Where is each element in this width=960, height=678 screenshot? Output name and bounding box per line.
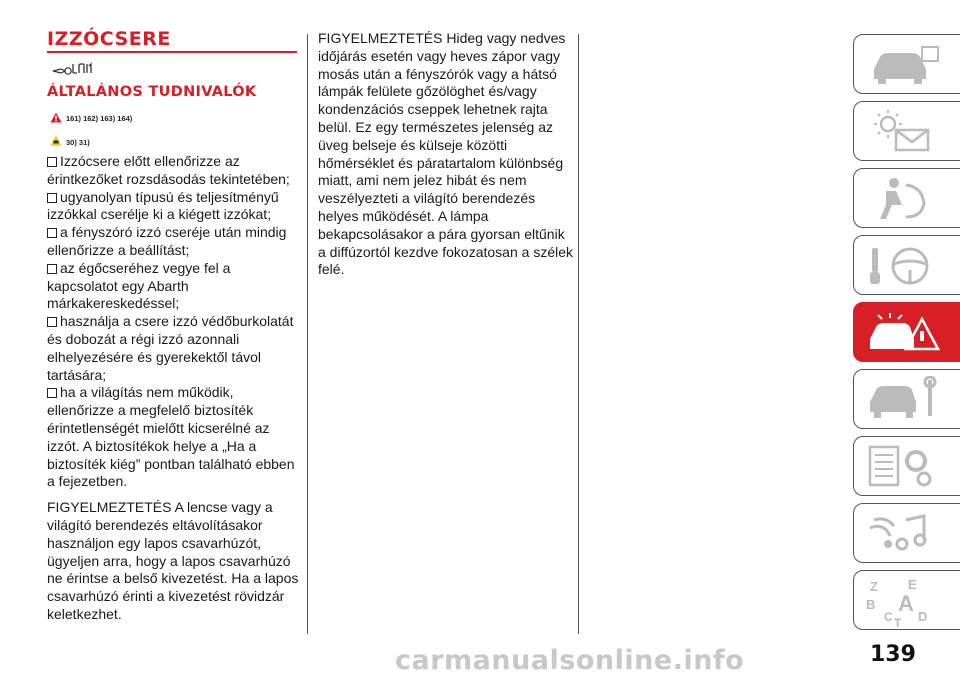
svg-text:A: A — [898, 591, 914, 616]
list-item: használja a csere izzó védőburkolatát és dobozát a régi izzó azonnali elhelyezésére és gyerekektől távol tartására; — [47, 313, 294, 383]
heading-rule — [47, 51, 297, 53]
svg-text:Z: Z — [870, 579, 878, 594]
tab-multimedia[interactable] — [853, 503, 960, 563]
column-divider — [578, 34, 579, 634]
svg-text:C: C — [884, 610, 893, 624]
caution-triangle-icon — [50, 135, 62, 146]
list-item: ha a világítás nem működik, ellenőrizze a megfelelő biztosíték érintetlenségét mielőtt kicserélné az izzót. A biztosítékok helye a „Ha a biztosíték kiég” pontban található ebben a fejezetben. — [47, 384, 295, 490]
tab-maintenance[interactable] — [853, 369, 960, 429]
list-item: a fényszóró izzó cseréje után mindig ellenőrizze a beállítást; — [47, 224, 287, 258]
bulb-replacement-icon — [49, 58, 97, 78]
warning-paragraph-left: FIGYELMEZTETÉS A lencse vagy a világító berendezés eltávolításakor használjon egy lapos csavarhúzót, ügyeljen arra, hogy a lapos csavarhúzó ne érintse a belső kivezetést. Ha a lapos csavarhúzó érinti a kivezetést rövidzár keletkezhet. — [47, 499, 299, 622]
svg-text:D: D — [918, 609, 928, 624]
warning-triangle-icon — [50, 112, 62, 123]
svg-text:E: E — [908, 577, 917, 592]
svg-text:T: T — [894, 616, 902, 627]
section-subheading: ÁLTALÁNOS TUDNIVALÓK — [47, 84, 257, 100]
tab-starting-driving[interactable] — [853, 235, 960, 295]
multimedia-icon — [866, 510, 946, 558]
checkbox-bullet-icon — [47, 193, 57, 203]
checkbox-bullet-icon — [47, 228, 57, 238]
car-emergency-icon — [866, 309, 946, 357]
list-item: az égőcseréhez vegye fel a kapcsolatot egy Abarth márkakereskedéssel; — [47, 259, 231, 312]
section-heading: IZZÓCSERE — [47, 28, 171, 50]
tab-warning-lights[interactable] — [853, 101, 960, 161]
warning-paragraph-mid: FIGYELMEZTETÉS Hideg vagy nedves időjárás esetén vagy heves zápor vagy mosás után a fényszórók vagy a hátsó lámpák felülete gőzölöghet és/vagy kondenzációs cseppek lehetnek rajta belül. Ez egy természetes jelenség az üveg belseje és külseje közötti hőmérséklet és páratartalom különbség miatt, ami nem jelez hibát és nem veszélyezteti a világító berendezés helyes működését. A lámpa bekapcsolásakor a pára gyorsan eltűnik a diffúzortól kezdve fokozatosan a szélek felé. — [318, 30, 574, 278]
steering-wheel-key-icon — [866, 242, 946, 290]
alphabetical-index-icon — [866, 577, 946, 627]
column-divider — [307, 34, 308, 634]
checkbox-bullet-icon — [47, 388, 57, 398]
car-maintenance-icon — [866, 376, 946, 424]
warning-references: 161) 162) 163) 164) — [66, 114, 133, 123]
checkbox-bullet-icon — [47, 157, 57, 167]
list-item: Izzócsere előtt ellenőrizze az érintkezőket rozsdásodás tekintetében; — [47, 153, 290, 187]
tab-technical-data[interactable] — [853, 436, 960, 496]
list-item: ugyanolyan típusú és teljesítményű izzókkal cserélje ki a kiégett izzókat; — [47, 188, 279, 223]
tab-emergency[interactable] — [853, 302, 960, 362]
tab-safety[interactable] — [853, 168, 960, 228]
technical-data-icon — [866, 443, 946, 491]
warning-lights-message-icon — [866, 108, 946, 156]
checkbox-bullet-icon — [47, 317, 57, 327]
car-dashboard-icon — [866, 41, 946, 87]
site-watermark: carmanualsonline.info — [395, 645, 745, 676]
bullet-list — [47, 153, 303, 624]
caution-references: 30) 31) — [66, 138, 90, 147]
seat-airbag-icon — [866, 175, 946, 223]
page-number: 139 — [870, 642, 916, 667]
tab-car-dashboard[interactable] — [853, 34, 960, 94]
tab-index[interactable] — [853, 570, 960, 630]
checkbox-bullet-icon — [47, 264, 57, 274]
svg-text:B: B — [866, 597, 876, 612]
